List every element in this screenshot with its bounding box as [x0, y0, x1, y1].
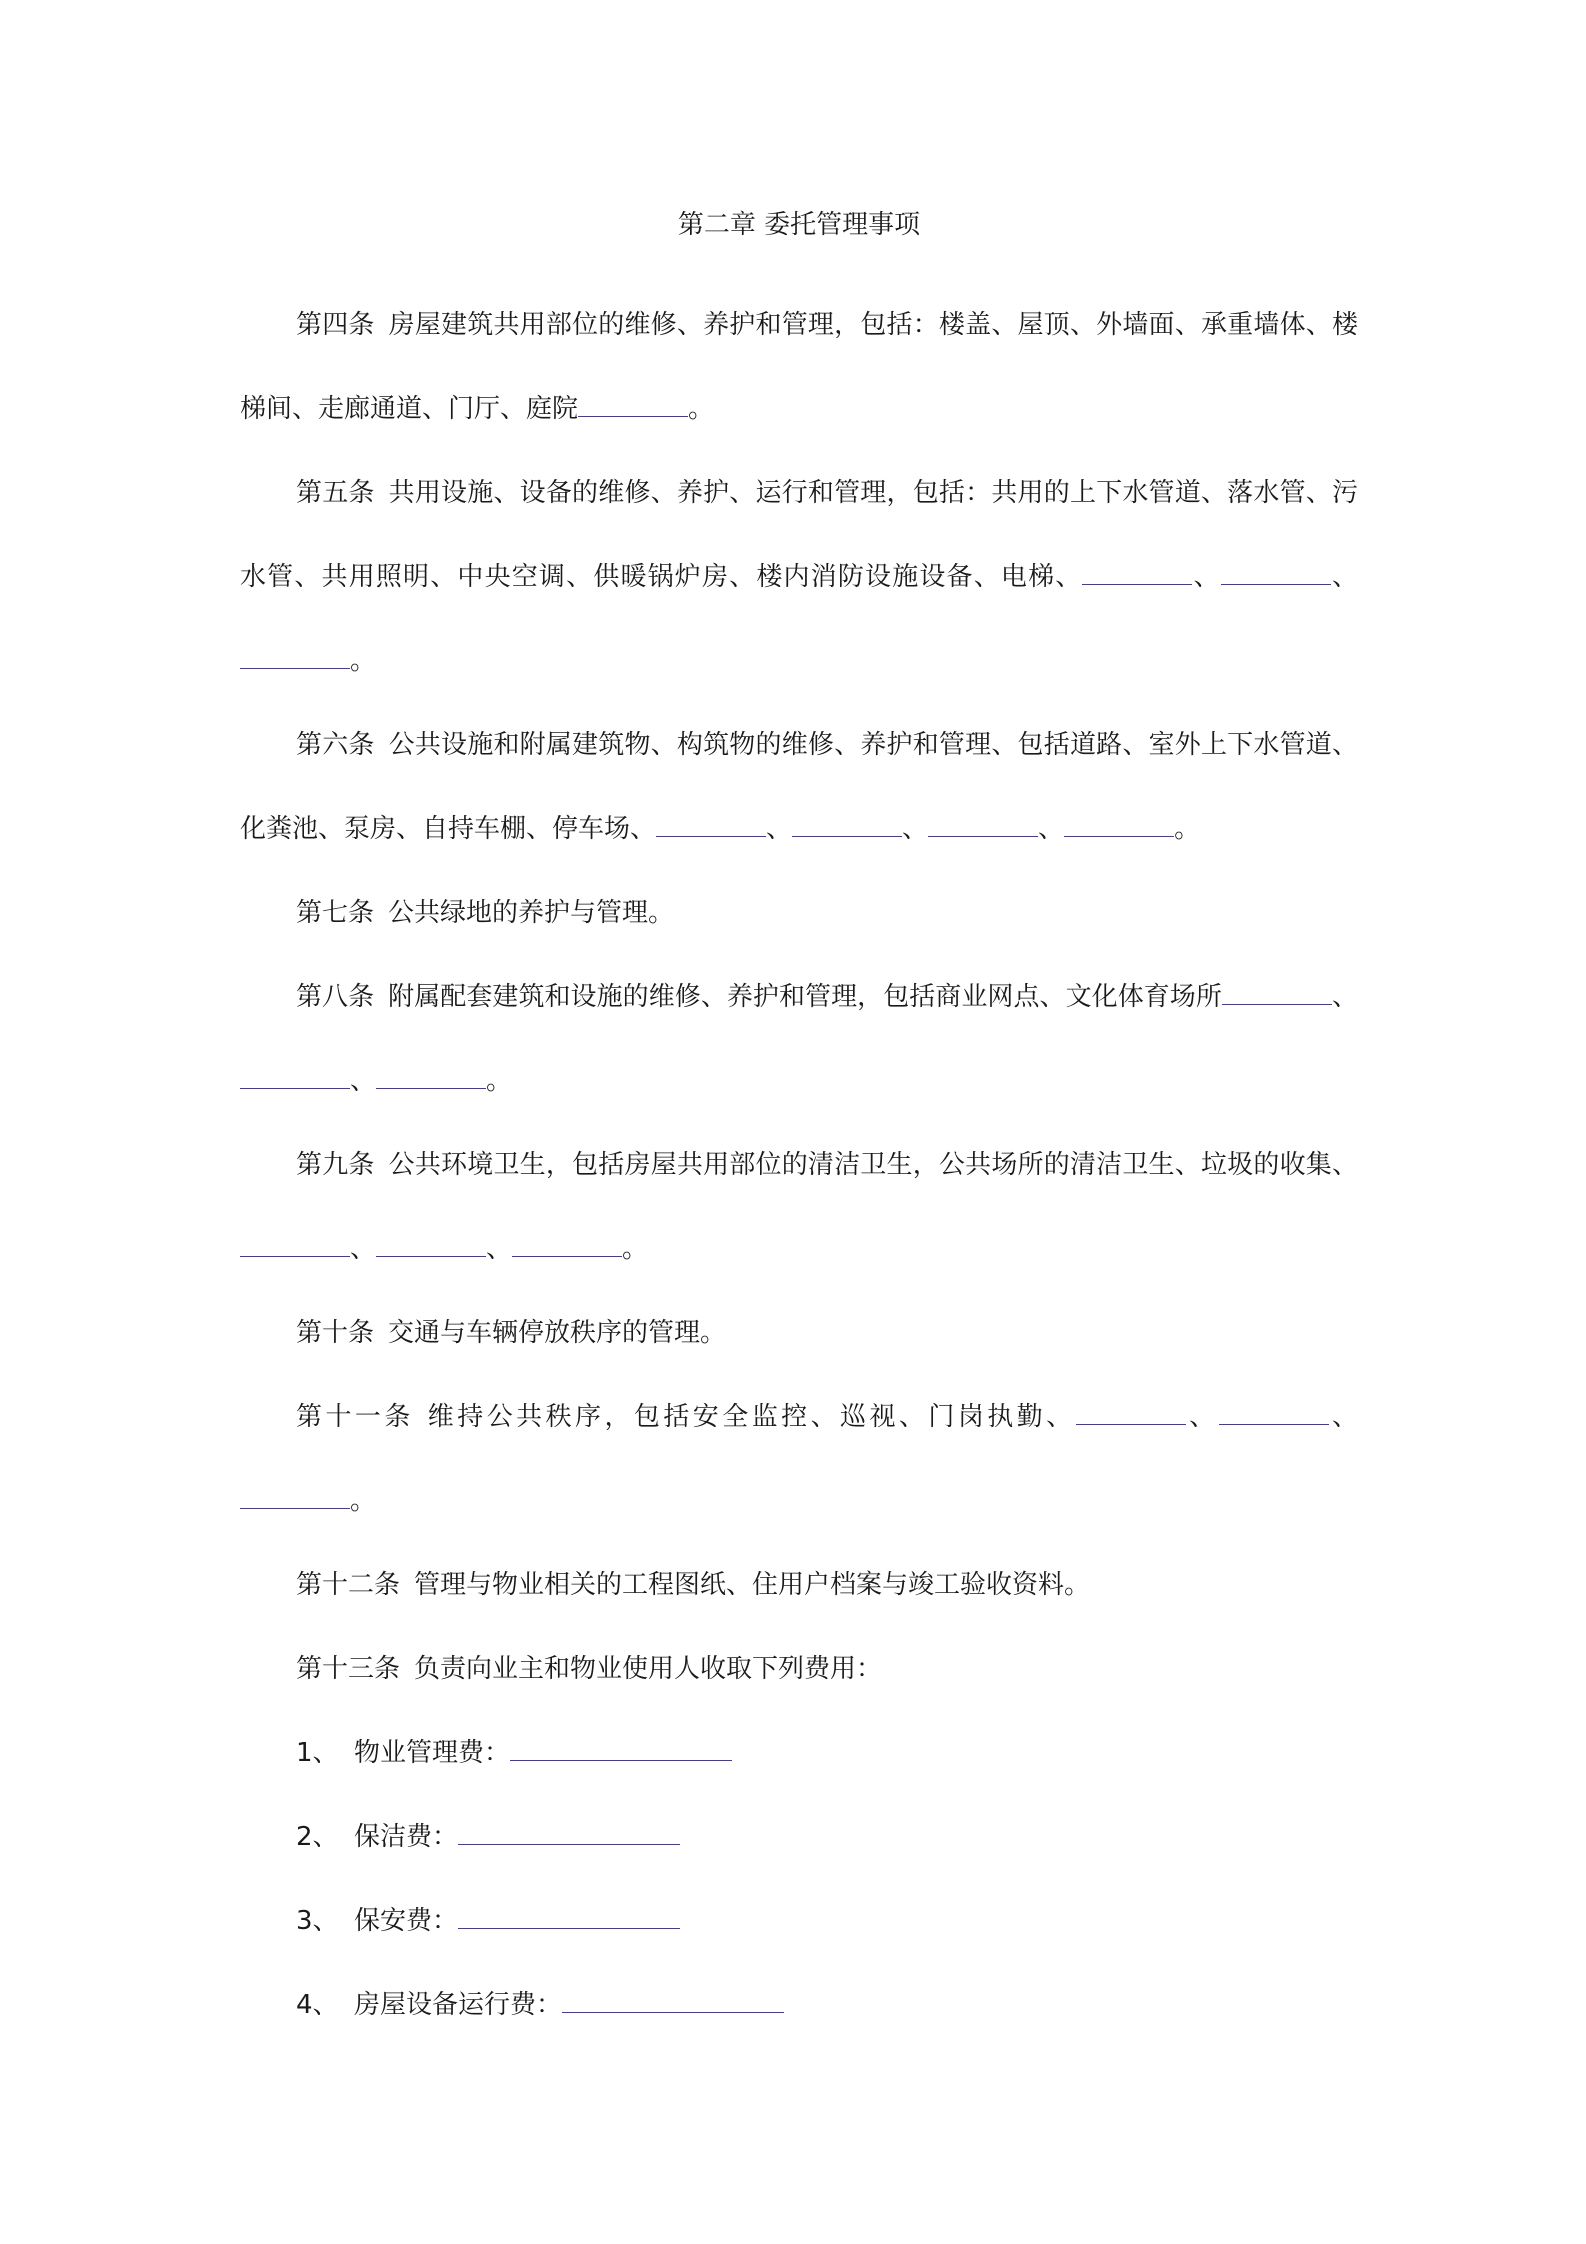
- fee-item: [240, 1711, 1358, 1795]
- fee-item: [240, 1879, 1358, 1963]
- fill-blank[interactable]: [1076, 1400, 1186, 1425]
- article-number: 第九条: [296, 1150, 375, 1180]
- fill-blank[interactable]: [578, 392, 688, 417]
- article-text: 共用设施、设备的维修、养护、运行和管理，包括：共用的上下水管道、落水管、污水管、共用照明、中央空调、供暖锅炉房、楼内消防设施设备、电梯、: [240, 478, 1358, 592]
- fee-label: 物业管理费：: [354, 1738, 511, 1768]
- article-6: 第六条 公共设施和附属建筑物、构筑物的维修、养护和管理、包括道路、室外上下水管道、化粪池、泵房、自持车棚、停车场、 、 、 、 。: [240, 730, 1358, 844]
- article-number: 第十一条: [296, 1402, 414, 1432]
- article-9: 第九条 公共环境卫生，包括房屋共用部位的清洁卫生，公共场所的清洁卫生、垃圾的收集、、 、 。: [240, 1123, 1358, 1291]
- fill-blank[interactable]: [928, 812, 1038, 837]
- fill-blank[interactable]: [512, 1232, 622, 1257]
- article-text: 房屋建筑共用部位的维修、养护和管理，包括：楼盖、屋顶、外墙面、承重墙体、楼梯间、走廊通道、门厅、庭院: [240, 310, 1358, 424]
- article-11: 第十一条 维持公共秩序，包括安全监控、巡视、门岗执勤、 、 、。: [240, 1375, 1358, 1543]
- fee-index: 3、: [296, 1906, 339, 1936]
- fill-blank[interactable]: [1082, 560, 1192, 585]
- fill-blank[interactable]: [240, 1232, 350, 1257]
- fee-item: [240, 1963, 1358, 2047]
- article-12: [240, 1543, 1358, 1627]
- fill-blank[interactable]: [656, 812, 766, 837]
- article-13: [240, 1627, 1358, 1711]
- fee-index: 1、: [296, 1738, 339, 1768]
- article-number: 第十二条: [296, 1570, 401, 1600]
- fee-blank[interactable]: [458, 1904, 680, 1929]
- fee-item: [240, 1795, 1358, 1879]
- fill-blank[interactable]: [1219, 1400, 1329, 1425]
- article-text: 管理与物业相关的工程图纸、住用户档案与竣工验收资料。: [414, 1570, 1091, 1600]
- article-5: 第五条 共用设施、设备的维修、养护、运行和管理，包括：共用的上下水管道、落水管、污水管、共用照明、中央空调、供暖锅炉房、楼内消防设施设备、电梯、 、 、。: [240, 478, 1358, 676]
- fill-blank[interactable]: [1064, 812, 1174, 837]
- fee-blank[interactable]: [458, 1820, 680, 1845]
- fee-index: 2、: [296, 1822, 339, 1852]
- fee-blank[interactable]: [510, 1736, 732, 1761]
- fill-blank[interactable]: [376, 1064, 486, 1089]
- article-text: 交通与车辆停放秩序的管理。: [388, 1318, 727, 1348]
- fill-blank[interactable]: [240, 1484, 350, 1509]
- article-text: 附属配套建筑和设施的维修、养护和管理，包括商业网点、文化体育场所: [388, 982, 1222, 1012]
- article-text: 负责向业主和物业使用人收取下列费用：: [414, 1654, 883, 1684]
- article-8: 第八条 附属配套建筑和设施的维修、养护和管理，包括商业网点、文化体育场所 、、 。: [240, 955, 1358, 1123]
- article-10: [240, 1291, 1358, 1375]
- fee-label: 保洁费：: [354, 1822, 459, 1852]
- fill-blank[interactable]: [376, 1232, 486, 1257]
- article-number: 第十条: [296, 1318, 375, 1348]
- article-number: 第十三条: [296, 1654, 401, 1684]
- fill-blank[interactable]: [240, 1064, 350, 1089]
- article-4: 第四条 房屋建筑共用部位的维修、养护和管理，包括：楼盖、屋顶、外墙面、承重墙体、楼梯间、走廊通道、门厅、庭院 。: [240, 310, 1358, 424]
- fee-label: 保安费：: [354, 1906, 459, 1936]
- fill-blank[interactable]: [792, 812, 902, 837]
- article-text: 维持公共秩序，包括安全监控、巡视、门岗执勤、: [427, 1402, 1076, 1432]
- article-text: 公共设施和附属建筑物、构筑物的维修、养护和管理、包括道路、室外上下水管道、化粪池、泵房、自持车棚、停车场、: [240, 730, 1358, 844]
- article-number: 第八条: [296, 982, 375, 1012]
- article-number: 第四条: [296, 310, 375, 340]
- fee-label: 房屋设备运行费：: [354, 1990, 563, 2020]
- fee-blank[interactable]: [562, 1988, 784, 2013]
- fill-blank[interactable]: [240, 644, 350, 669]
- article-number: 第五条: [296, 478, 375, 508]
- article-text: 公共绿地的养护与管理。: [388, 898, 675, 928]
- article-number: 第七条: [296, 898, 375, 928]
- article-text: 公共环境卫生，包括房屋共用部位的清洁卫生，公共场所的清洁卫生、垃圾的收集、: [388, 1150, 1358, 1180]
- fee-index: 4、: [296, 1990, 339, 2020]
- fill-blank[interactable]: [1221, 560, 1331, 585]
- chapter-title: 第二章 委托管理事项: [677, 210, 921, 240]
- article-7: [240, 871, 1358, 955]
- article-number: 第六条: [296, 730, 375, 760]
- fill-blank[interactable]: [1222, 980, 1332, 1005]
